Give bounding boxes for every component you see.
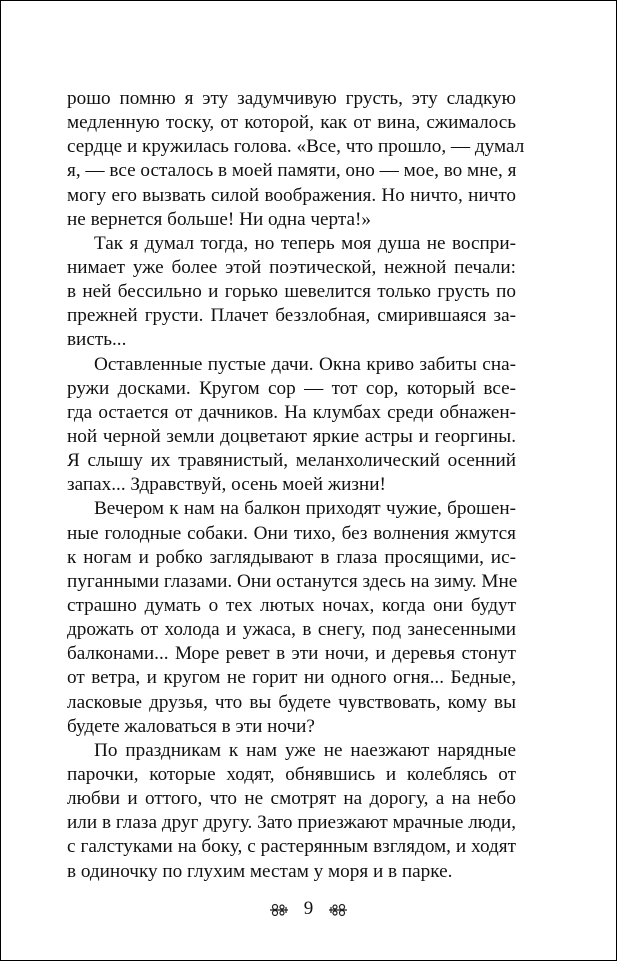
- page-number: 9: [303, 898, 314, 919]
- text-line: ласковые друзья, что вы будете чувствовать, кому вы: [67, 691, 516, 713]
- text-line: медленную тоску, от которой, как от вина, сжималось: [67, 112, 516, 134]
- body-text: [67, 87, 525, 884]
- text-line: я, — все осталось в моей памяти, оно — мое, во мне, я: [67, 160, 517, 182]
- left-ornament-icon: [269, 903, 289, 917]
- text-line: ной черной земли доцветают яркие астры и георгины.: [67, 425, 516, 447]
- text-line: нимает уже более этой поэтической, нежной печали:: [67, 256, 516, 278]
- text-line: в одиночку по глухим местам у моря и в парке.: [67, 860, 453, 882]
- text-line: ружи досками. Кругом сор — тот сор, который все-: [67, 377, 516, 399]
- text-line: не вернется больше! Ни одна черта!»: [67, 208, 372, 230]
- page-folio: [0, 898, 617, 920]
- text-line: от ветра, и кругом не горит ни одного огня... Бедные,: [67, 667, 516, 689]
- text-line: балконами... Море ревет в эти ночи, и деревья стонут: [67, 643, 516, 665]
- text-line: дрожать от холода и ужаса, в снегу, под занесенными: [67, 619, 516, 641]
- text-line: висть...: [67, 329, 127, 351]
- text-line: с галстуками на боку, с растерянным взглядом, и ходят: [67, 836, 516, 858]
- text-line: к ногам и робко заглядывают в глаза просящими, ис-: [67, 546, 516, 568]
- text-line: рошо помню я эту задумчивую грусть, эту сладкую: [67, 88, 516, 109]
- text-line: гда остается от дачников. На клумбах среди обнажен-: [67, 401, 516, 423]
- text-line: могу его вызвать силой воображения. Но ничто, ничто: [67, 184, 516, 206]
- text-line: По праздникам к нам уже не наезжают нарядные: [94, 739, 516, 761]
- text-line: любви и оттого, что не смотрят на дорогу, а на небо: [67, 788, 516, 810]
- text-line: запах... Здравствуй, осень моей жизни!: [67, 474, 386, 496]
- text-line: будете жаловаться в эти ночи?: [67, 715, 315, 737]
- text-line: ные голодные собаки. Они тихо, без волнения жмутся: [67, 522, 516, 544]
- text-line: прежней грусти. Плачет беззлобная, смирившаяся за-: [67, 305, 516, 327]
- text-line: страшно думать о тех лютых ночах, когда они будут: [67, 594, 516, 616]
- text-line: Оставленные пустые дачи. Окна криво забиты сна-: [94, 353, 516, 375]
- text-line: Так я думал тогда, но теперь моя душа не воспри-: [94, 232, 516, 254]
- text-line: парочки, которые ходят, обнявшись и колеблясь от: [67, 763, 516, 785]
- right-ornament-icon: [328, 903, 348, 917]
- text-line: в ней бессильно и горько шевелится только грусть по: [67, 281, 516, 303]
- text-line: сердце и кружилась голова. «Все, что прошло, — думал: [67, 136, 525, 158]
- text-line: или в глаза друг другу. Зато приезжают мрачные люди,: [67, 812, 516, 834]
- text-line: Вечером к нам на балкон приходят чужие, брошен-: [94, 498, 516, 520]
- text-line: Я слышу их травянистый, меланхолический осенний: [67, 450, 516, 472]
- text-line: пуганными глазами. Они останутся здесь на зиму. Мне: [67, 570, 518, 592]
